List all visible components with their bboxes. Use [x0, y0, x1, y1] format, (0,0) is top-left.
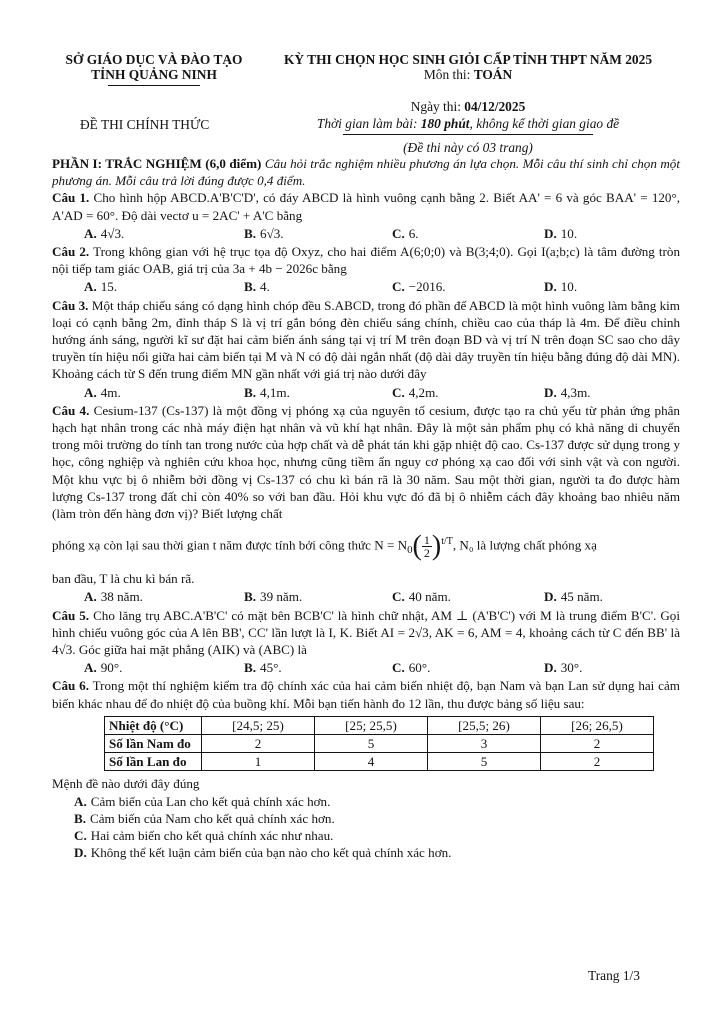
option-letter: C. — [392, 384, 405, 400]
question-text: Một tháp chiếu sáng có dạng hình chóp đều S.ABCD, trong đó phần đế ABCD là một hình vuông làm bằng kim loại có cạnh bằng 2m, đỉnh tháp S là vị trí gắn bóng đèn chiếu sáng chính, chiều cao của tháp là 4m. Để điều chỉnh hướng ánh sáng, người kĩ sư đặt hai cảm biến ánh sáng tại vị trí M trên đoạn BD và vị trí N trên đoạn SC sao cho dây truyền tín hiệu nối giữa hai cảm biến tại M và N có độ dài ngắn nhất (độ dài dây truyền tín hiệu bằng đúng độ dài MN). Khoảng cách từ S đến trung điểm MN gần nhất với giá trị nào dưới đây — [52, 297, 680, 382]
question-2 — [52, 243, 680, 277]
table-range-cell: [26; 26,5) — [541, 716, 654, 734]
choice-a[interactable] — [52, 793, 680, 810]
question-label: Câu 3. — [52, 297, 89, 313]
option-b[interactable] — [212, 588, 360, 605]
option-text: Cảm biến của Nam cho kết quả chính xác hơn. — [90, 810, 335, 826]
option-letter: A. — [84, 660, 97, 676]
option-letter: A. — [84, 279, 97, 295]
option-letter: B. — [244, 279, 257, 295]
table-cell: 2 — [541, 753, 654, 771]
option-letter: B. — [244, 225, 257, 241]
fraction-numerator: 1 — [423, 533, 430, 548]
exam-date-line — [262, 99, 674, 114]
option-c[interactable] — [360, 588, 512, 605]
option-text: 10. — [560, 225, 578, 241]
department-underline — [108, 85, 200, 86]
official-exam-label: ĐỀ THI CHÍNH THỨC — [80, 117, 210, 132]
option-b[interactable] — [212, 384, 360, 401]
question-label: Câu 5. — [52, 607, 90, 623]
time-prefix: Thời gian làm bài: — [316, 116, 421, 131]
option-letter: B. — [244, 589, 257, 605]
table-cell: 5 — [315, 735, 428, 753]
option-c[interactable] — [360, 659, 512, 676]
date-label: Ngày thi: — [410, 99, 465, 114]
department-header — [48, 52, 260, 86]
subject-label: Môn thi: — [423, 67, 474, 82]
question-text: Cho hình hộp ABCD.A'B'C'D', có đáy ABCD là hình vuông cạnh bằng 2. Biết AA' = 6 và góc BAA' = 120°, A'AD = 60°. Độ dài vectơ u = 2AC' + A'C bằng — [52, 190, 680, 223]
table-row-label: Số lần Lan đo — [105, 753, 202, 771]
option-d[interactable] — [512, 225, 680, 242]
option-letter: D. — [544, 225, 557, 241]
question-4-options — [52, 588, 680, 605]
question-text: Cesium-137 (Cs-137) là một đồng vị phóng xạ của nguyên tố cesium, được tạo ra chủ yếu từ phản ứng phân hạch hạt nhân trong các nhà máy điện hạt nhân và vũ khí hạt nhân. Đây là một sản phẩm phụ có khả năng di chuyển trong môi trường do tính tan trong nước của hợp chất và dễ phát tán khi gặp nhiệt độ cao. Cs-137 được sử dụng trong y học, công nghiệp và nghiên cứu khoa học, nhưng cũng tiềm ẩn nguy cơ phóng xạ cao đối với sinh vật và con người. Một khu vực bị ô nhiễm bởi đồng vị Cs-137 có chu kì bán rã là 30 năm. Sau một thời gian, người ta đo được hàm lượng Cs-137 trong đất chỉ còn 40% so với ban đầu. Hỏi khu vực đó đã bị ô nhiễm cách đây khoảng bao nhiêu năm (làm tròn đến hàng đơn vị)? Biết lượng chất — [52, 402, 680, 522]
option-d[interactable] — [512, 384, 680, 401]
option-b[interactable] — [212, 225, 360, 242]
formula-suffix: , N₀ là lượng chất phóng xạ — [452, 537, 597, 553]
exam-header — [262, 52, 674, 155]
subject-value: TOÁN — [473, 67, 513, 82]
option-text: 10. — [560, 279, 578, 295]
option-letter: C. — [392, 589, 405, 605]
time-value: 180 phút — [420, 116, 470, 131]
formula-fraction — [422, 534, 432, 559]
table-range-cell: [25,5; 26) — [428, 716, 541, 734]
exponent-numerator: t — [441, 536, 444, 548]
option-b[interactable] — [212, 659, 360, 676]
option-letter: D. — [544, 279, 557, 295]
option-d[interactable] — [512, 659, 680, 676]
option-letter: C. — [392, 225, 405, 241]
option-letter: D. — [544, 384, 557, 400]
option-text: Hai cảm biến cho kết quả chính xác như nhau. — [90, 828, 334, 844]
question-text: Cho lăng trụ ABC.A'B'C' có mặt bên BCB'C' là hình chữ nhật, AM ⊥ (A'B'C') với M là trung điểm B'C'. Gọi hình chiếu vuông góc của A lên BB', CC' lần lượt là I, K. Biết AI = 2√3, AK = 6, AM = 4, khoảng cách từ C đến BB' là 4√3. Góc giữa hai mặt phẳng (AIK) và (ABC) là — [52, 607, 680, 658]
formula-paren-close: ) — [431, 530, 442, 562]
option-letter: B. — [244, 384, 257, 400]
option-text: 6√3. — [260, 225, 284, 241]
question-3 — [52, 297, 680, 383]
part-1-title: PHẦN I: TRẮC NGHIỆM (6,0 điểm) — [52, 156, 262, 171]
option-letter: C. — [392, 279, 405, 295]
option-text: −2016. — [408, 279, 446, 295]
option-letter: A. — [84, 225, 97, 241]
question-text: Trong một thí nghiệm kiểm tra độ chính xác của hai cảm biến nhiệt độ, bạn Nam và bạn Lan sử dụng hai cảm biến khác nhau để đo nhiệt độ của buồng khí. Mỗi bạn tiến hành đo 12 lần, thu được bảng số liệu sau: — [52, 678, 680, 711]
option-letter: C. — [392, 660, 405, 676]
choice-d[interactable] — [52, 844, 680, 861]
choice-b[interactable] — [52, 810, 680, 827]
table-cell: 3 — [428, 735, 541, 753]
department-line-1: SỞ GIÁO DỤC VÀ ĐÀO TẠO — [65, 52, 243, 67]
time-underline — [343, 134, 593, 135]
table-cell: 5 — [428, 753, 541, 771]
option-a[interactable] — [52, 278, 212, 295]
option-text: 45°. — [260, 660, 282, 676]
option-text: 4m. — [100, 384, 121, 400]
option-letter: B. — [244, 660, 257, 676]
exam-time-line — [262, 116, 674, 131]
option-text: 15. — [100, 279, 118, 295]
option-letter: D. — [544, 660, 557, 676]
option-text: 40 năm. — [408, 589, 451, 605]
question-2-options — [52, 278, 680, 295]
table-range-cell: [25; 25,5) — [315, 716, 428, 734]
option-letter: D. — [74, 845, 87, 861]
exam-content — [52, 155, 680, 861]
option-text: 60°. — [408, 660, 431, 676]
question-label: Câu 1. — [52, 190, 90, 206]
table-cell: 2 — [541, 735, 654, 753]
question-1 — [52, 189, 680, 223]
option-text: 6. — [408, 225, 419, 241]
page-count-note: (Đề thi này có 03 trang) — [403, 140, 533, 155]
option-c[interactable] — [360, 225, 512, 242]
temperature-table — [104, 716, 654, 772]
decay-formula-line — [52, 522, 680, 570]
question-label: Câu 6. — [52, 678, 89, 694]
option-text: 4√3. — [100, 225, 125, 241]
question-5-options — [52, 659, 680, 676]
question-1-options — [52, 225, 680, 242]
option-d[interactable] — [512, 588, 680, 605]
part-1-instructions: Câu hỏi trắc nghiệm nhiều phương án lựa chọn. Mỗi câu thí sinh chỉ chọn một phương án. Mỗi câu trả lời đúng được 0,4 điểm. — [52, 156, 680, 189]
question-label: Câu 2. — [52, 244, 90, 260]
option-text: 4. — [260, 279, 270, 295]
option-letter: D. — [544, 589, 557, 605]
formula-exponent: t/T — [441, 536, 453, 548]
time-suffix: , không kể thời gian giao đề — [469, 116, 620, 131]
part-1-heading — [52, 155, 680, 189]
table-row — [105, 753, 654, 771]
statement-prompt: Mệnh đề nào dưới đây đúng — [52, 776, 200, 792]
question-6 — [52, 677, 680, 711]
option-text: 90°. — [100, 660, 123, 676]
option-letter: B. — [74, 810, 87, 826]
option-c[interactable] — [360, 384, 512, 401]
option-b[interactable] — [212, 278, 360, 295]
subject-line — [262, 67, 674, 82]
fraction-denominator: 2 — [423, 546, 430, 561]
question-label: Câu 4. — [52, 402, 90, 418]
question-3-options — [52, 384, 680, 401]
department-line-2: TỈNH QUẢNG NINH — [91, 67, 217, 82]
table-row-label: Số lần Nam đo — [105, 735, 202, 753]
option-letter: C. — [74, 828, 87, 844]
option-a[interactable] — [52, 659, 212, 676]
exponent-denominator: T — [446, 536, 453, 548]
option-text: Không thể kết luận cảm biến của bạn nào cho kết quả chính xác hơn. — [90, 845, 452, 861]
option-c[interactable] — [360, 278, 512, 295]
table-cell: 1 — [202, 753, 315, 771]
question-4 — [52, 402, 680, 522]
table-header-row — [105, 716, 654, 734]
table-range-cell: [24,5; 25) — [202, 716, 315, 734]
option-a[interactable] — [52, 588, 212, 605]
option-text: 4,3m. — [560, 384, 591, 400]
date-value: 04/12/2025 — [464, 99, 526, 114]
question-4-continuation: ban đầu, T là chu kì bán rã. — [52, 571, 195, 587]
option-letter: A. — [84, 384, 97, 400]
question-5 — [52, 607, 680, 659]
exam-title: KỲ THI CHỌN HỌC SINH GIỎI CẤP TỈNH THPT NĂM 2025 — [283, 52, 653, 67]
table-cell: 2 — [202, 735, 315, 753]
formula-prefix: phóng xạ còn lại sau thời gian t năm được tính bởi công thức N = N — [52, 537, 408, 553]
page-number: Trang 1/3 — [588, 968, 640, 983]
option-text: 45 năm. — [560, 589, 603, 605]
option-letter: A. — [84, 589, 97, 605]
option-text: 39 năm. — [260, 589, 303, 605]
option-a[interactable] — [52, 225, 212, 242]
option-text: 38 năm. — [100, 589, 143, 605]
option-text: Cảm biến của Lan cho kết quả chính xác hơn. — [90, 793, 331, 809]
formula-subscript: 0 — [407, 544, 413, 557]
option-a[interactable] — [52, 384, 212, 401]
choice-c[interactable] — [52, 827, 680, 844]
option-text: 4,2m. — [408, 384, 439, 400]
formula-paren-open: ( — [412, 530, 422, 562]
option-text: 30°. — [560, 660, 583, 676]
table-header-cell: Nhiệt độ (°C) — [105, 716, 202, 734]
option-letter: A. — [74, 793, 87, 809]
question-text: Trong không gian với hệ trục tọa độ Oxyz, cho hai điểm A(6;0;0) và B(3;4;0). Gọi I(a;b;c) là tâm đường tròn nội tiếp tam giác OAB, giá trị của 3a + 4b − 2026c bằng — [52, 244, 680, 277]
option-text: 4,1m. — [260, 384, 290, 400]
table-row — [105, 735, 654, 753]
table-cell: 4 — [315, 753, 428, 771]
option-d[interactable] — [512, 278, 680, 295]
